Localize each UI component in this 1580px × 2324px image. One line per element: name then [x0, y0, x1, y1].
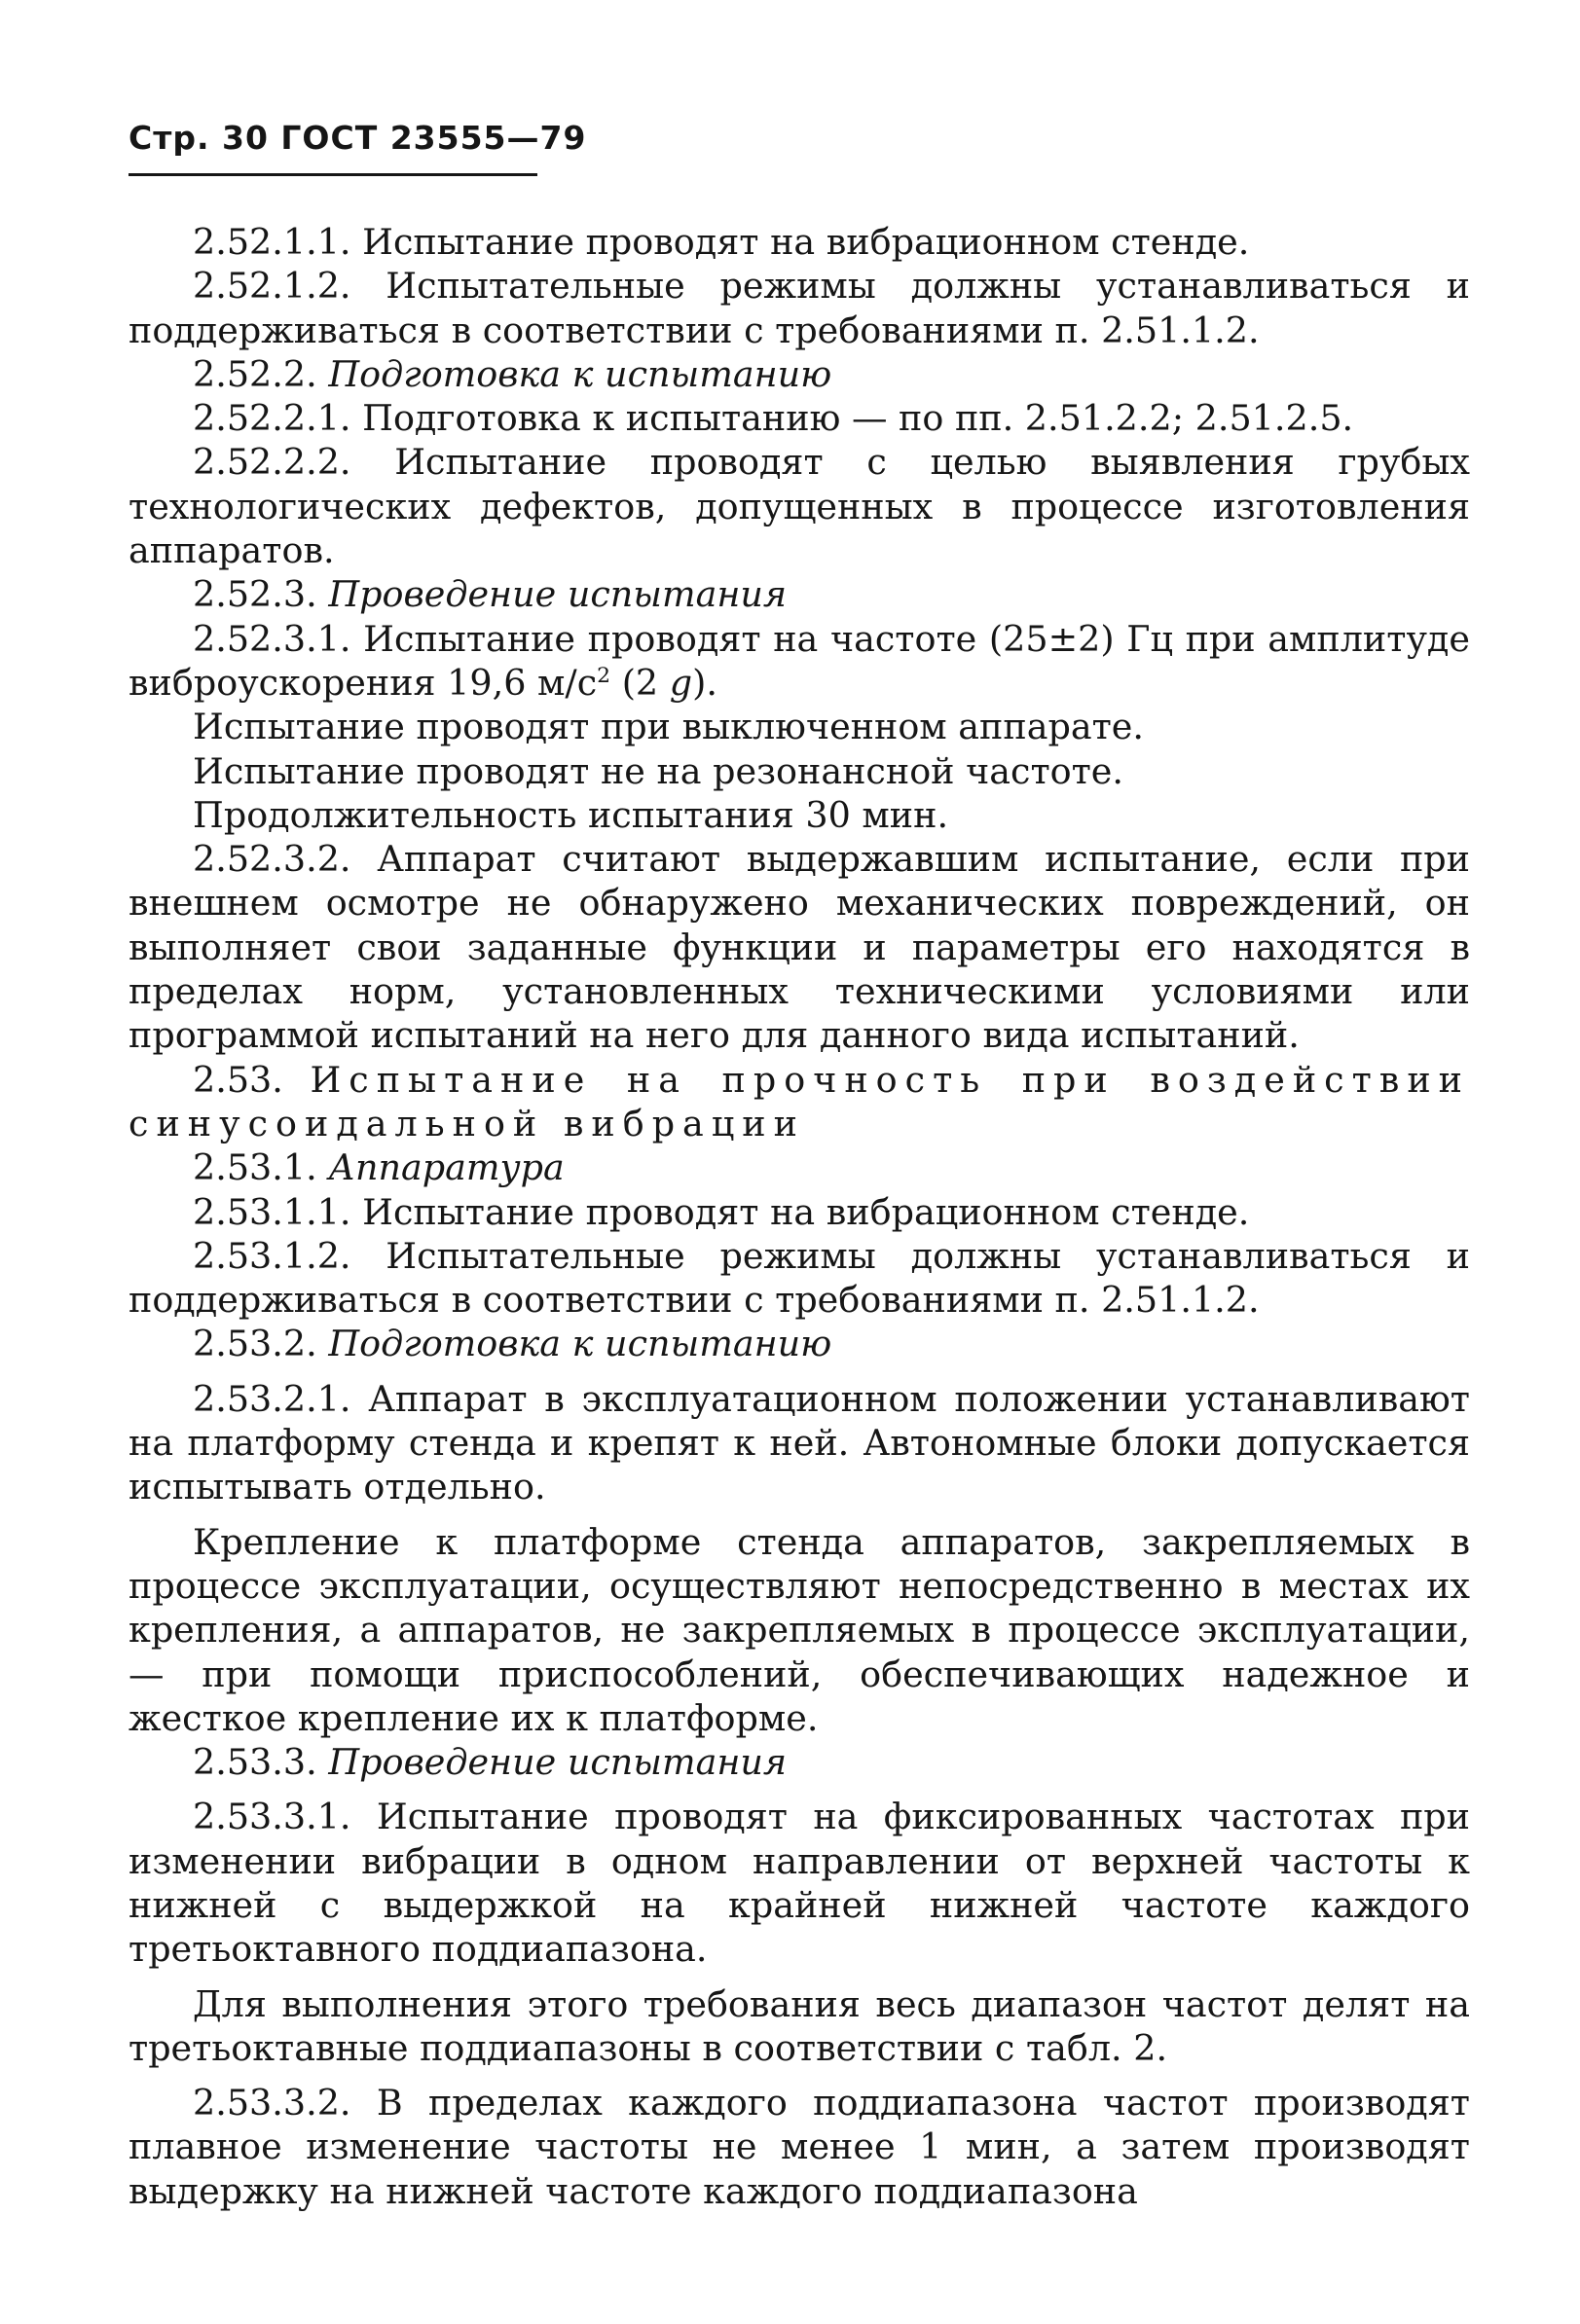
page-header: Стр. 30 ГОСТ 23555—79	[129, 119, 587, 157]
section-number: 2.52.3.	[193, 573, 317, 616]
section-number: 2.52.2.	[193, 352, 317, 395]
document-body	[129, 220, 1470, 2213]
paragraph-2-52-1-1: 2.52.1.1. Испытание проводят на вибрационном стенде.	[193, 221, 1250, 263]
section-title: Испытание на прочность при воздействии синусоидальной вибрации	[129, 1058, 1470, 1144]
paragraph-text: (2	[610, 661, 670, 704]
paragraph-2-52-3-1	[129, 617, 1470, 706]
section-title: Проведение испытания	[328, 573, 788, 616]
paragraph-2-53-3-2: 2.53.3.2. В пределах каждого поддиапазона частот производят плавное изменение частоты не менее 1 мин, а затем производят выдержку на нижней частоте каждого поддиапазона	[129, 2082, 1470, 2212]
paragraph-2-53-3-1: 2.53.3.1. Испытание проводят на фиксированных частотах при изменении вибрации в одном направлении от верхней частоты к нижней с выдержкой на крайней нижней частоте каждого третьоктавного поддиапазона.	[129, 1796, 1470, 1971]
section-number: 2.53.3.	[193, 1741, 317, 1784]
section-heading-2-52-3	[129, 572, 1470, 616]
paragraph-2-52-2-2: 2.52.2.2. Испытание проводят с целью выявления грубых технологических дефектов, допущенных в процессе изготовления аппаратов.	[129, 441, 1470, 572]
paragraph-2-53-2-1: 2.53.2.1. Аппарат в эксплуатационном положении устанавливают на платформу стенда и крепят к ней. Автономные блоки допускается испытывать отдельно.	[129, 1377, 1470, 1508]
paragraph-text: Продолжительность испытания 30 мин.	[193, 793, 949, 836]
paragraph-2-53-1-2: 2.53.1.2. Испытательные режимы должны устанавливаться и поддерживаться в соответствии с требованиями п. 2.51.1.2.	[129, 1234, 1470, 1322]
section-heading-2-53	[129, 1058, 1470, 1146]
paragraph-2-52-1-2: 2.52.1.2. Испытательные режимы должны устанавливаться и поддерживаться в соответствии с требованиями п. 2.51.1.2.	[129, 265, 1470, 351]
paragraph-text: Для выполнения этого требования весь диапазон частот делят на третьоктавные поддиапазоны в соответствии с табл. 2.	[129, 1982, 1470, 2069]
paragraph-text: ).	[692, 661, 717, 704]
paragraph-text: Испытание проводят при выключенном аппарате.	[193, 706, 1144, 748]
paragraph-text: Испытание проводят не на резонансной частоте.	[193, 749, 1124, 792]
section-number: 2.53.	[193, 1058, 283, 1101]
paragraph-text: Крепление к платформе стенда аппаратов, закрепляемых в процессе эксплуатации, осуществляют непосредственно в местах их крепления, а аппаратов, не закрепляемых в процессе эксплуатации, — при помощи приспособлений, обеспечивающих надежное и жесткое крепление их к платформе.	[129, 1520, 1470, 1739]
section-title: Подготовка к испытанию	[328, 1323, 832, 1365]
section-title: Аппаратура	[328, 1146, 565, 1189]
section-heading-2-53-3	[129, 1740, 1470, 1784]
section-heading-2-52-2	[129, 352, 1470, 396]
superscript: 2	[597, 663, 611, 688]
section-heading-2-53-1	[129, 1145, 1470, 1189]
paragraph-text: 2.52.3.1. Испытание проводят на частоте (25±2) Гц при амплитуде виброускорения 19,6 м/с	[129, 617, 1470, 704]
section-title: Подготовка к испытанию	[328, 352, 832, 395]
gravity-symbol: g	[669, 661, 693, 704]
section-title: Проведение испытания	[328, 1741, 788, 1784]
section-number: 2.53.2.	[193, 1323, 317, 1365]
paragraph-2-52-3-2: 2.52.3.2. Аппарат считают выдержавшим испытание, если при внешнем осмотре не обнаружено механических повреждений, он выполняет свои заданные функции и параметры его находятся в пределах норм, установленных техническими условиями или программой испытаний на него для данного вида испытаний.	[129, 838, 1470, 1057]
paragraph-2-52-2-1: 2.52.2.1. Подготовка к испытанию — по пп. 2.51.2.2; 2.51.2.5.	[193, 397, 1354, 440]
paragraph-2-53-1-1: 2.53.1.1. Испытание проводят на вибрационном стенде.	[193, 1190, 1250, 1233]
section-heading-2-53-2	[129, 1322, 1470, 1365]
section-number: 2.53.1.	[193, 1146, 317, 1189]
header-rule	[129, 173, 537, 176]
